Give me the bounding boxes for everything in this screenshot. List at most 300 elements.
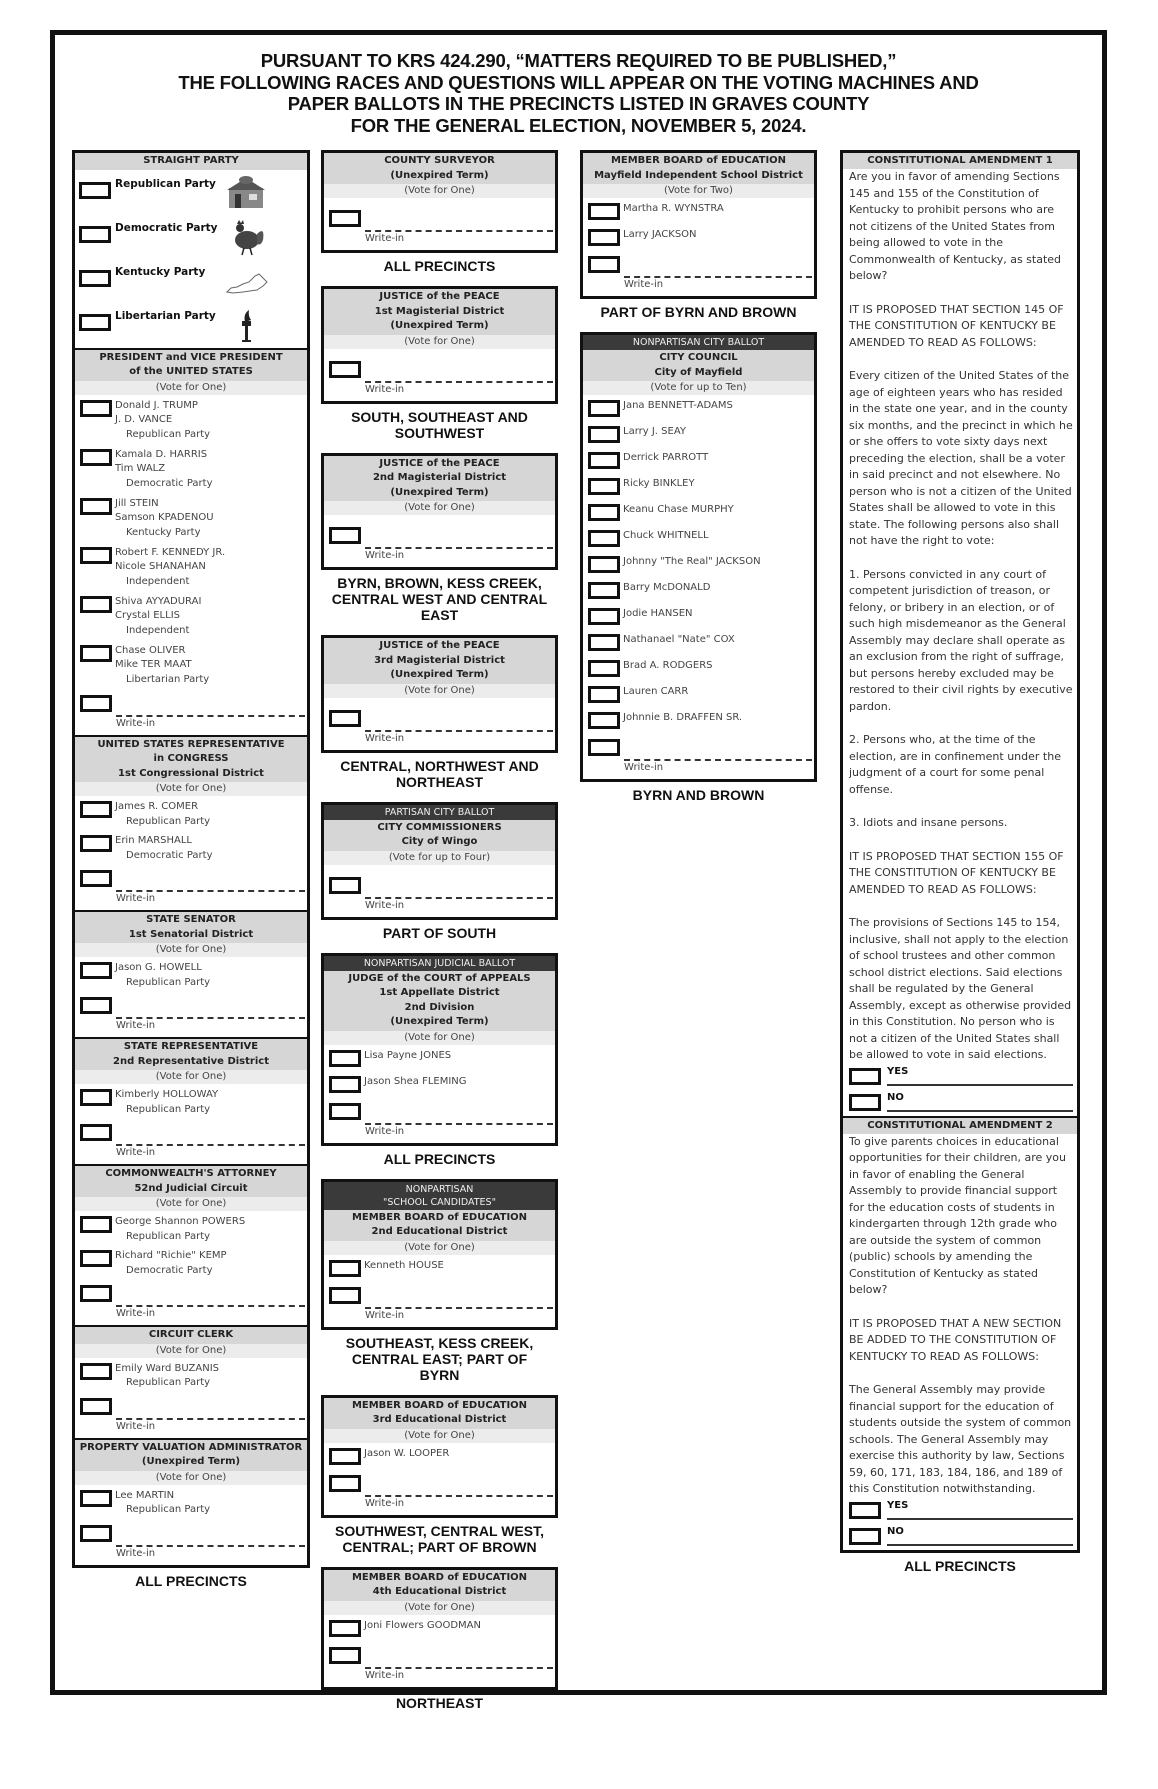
candidate-name: Keanu Chase MURPHY: [623, 504, 734, 515]
race-title-line: City of Mayfield: [654, 366, 743, 378]
candidate-option[interactable]: [78, 546, 307, 595]
party-label: Independent: [126, 575, 190, 587]
race-title-line: 2nd Representative District: [113, 1055, 269, 1067]
race-title-line: 1st Senatorial District: [128, 928, 254, 940]
precinct-label: ALL PRECINCTS: [383, 1150, 496, 1167]
candidate-option[interactable]: [586, 451, 814, 477]
write-in-label: Write-in: [365, 1497, 405, 1509]
vote-checkbox[interactable]: [849, 1068, 881, 1085]
race-title: [324, 971, 555, 1031]
vote-checkbox[interactable]: [80, 1285, 112, 1302]
race-title-line: (Unexpired Term): [141, 1456, 241, 1467]
vote-checkbox[interactable]: [329, 1647, 361, 1664]
candidate-option[interactable]: [586, 529, 814, 555]
city-council-race: [580, 332, 817, 782]
write-in-line[interactable]: [365, 1495, 553, 1497]
party-label: Libertarian Party: [115, 309, 216, 322]
vote-checkbox[interactable]: [588, 712, 620, 729]
race-title: [75, 1166, 307, 1197]
write-in-line[interactable]: [116, 715, 305, 717]
write-in-option[interactable]: [327, 361, 555, 399]
party-label: Independent: [126, 624, 190, 636]
vote-instruction: (Vote for One): [324, 335, 555, 349]
candidate-option[interactable]: [586, 685, 814, 711]
party-label: Republican Party: [126, 976, 211, 988]
divider: [887, 1084, 1073, 1086]
vote-instruction: (Vote for One): [324, 1601, 555, 1615]
no-option[interactable]: [849, 1524, 1073, 1550]
write-in-line[interactable]: [365, 1123, 553, 1125]
candidate-name: Brad A. RODGERS: [623, 660, 713, 671]
party-label: Kentucky Party: [126, 526, 201, 538]
race-title: [75, 1440, 307, 1471]
vote-checkbox[interactable]: [329, 1475, 361, 1492]
party-label: Democratic Party: [115, 221, 218, 234]
candidate-option[interactable]: [586, 633, 814, 659]
vote-checkbox[interactable]: [588, 634, 620, 651]
write-in-line[interactable]: [365, 547, 553, 549]
rooster-icon: [223, 218, 269, 256]
commonwealth-attorney-race: [75, 1166, 307, 1327]
write-in-label: Write-in: [116, 893, 156, 904]
candidate-option[interactable]: [586, 425, 814, 451]
candidate-option[interactable]: [586, 477, 814, 503]
candidate-name: Jana BENNETT-ADAMS: [623, 400, 733, 411]
candidate-name: Nathanael "Nate" COX: [623, 634, 735, 645]
vote-checkbox[interactable]: [80, 997, 112, 1014]
pva-race: [75, 1440, 307, 1565]
vote-checkbox[interactable]: [79, 226, 111, 243]
wingo-commissioners-race: [321, 802, 558, 920]
vote-checkbox[interactable]: [329, 1448, 361, 1465]
candidate-option[interactable]: [586, 399, 814, 425]
straight-party-kentucky[interactable]: [75, 260, 307, 304]
constitutional-amendment-1: [843, 153, 1077, 1118]
race-title: [75, 737, 307, 783]
candidate-option[interactable]: [327, 1619, 555, 1645]
race-title: [324, 456, 555, 502]
candidate-option[interactable]: [78, 399, 307, 448]
race-title: [75, 912, 307, 943]
write-in-option[interactable]: [78, 695, 307, 733]
vote-checkbox[interactable]: [588, 739, 620, 756]
candidate-name: Emily Ward BUZANIS: [115, 1362, 220, 1374]
write-in-line[interactable]: [116, 1418, 305, 1420]
column-1: [72, 150, 310, 1601]
race-title: [324, 1570, 555, 1601]
candidate-option[interactable]: [78, 644, 307, 693]
vote-instruction: (Vote for up to Ten): [583, 381, 814, 395]
vote-checkbox[interactable]: [849, 1094, 881, 1111]
write-in-option[interactable]: [78, 997, 307, 1035]
yes-label: YES: [887, 1499, 909, 1511]
vote-instruction: (Vote for One): [324, 684, 555, 698]
vote-checkbox[interactable]: [329, 210, 361, 227]
candidate-option[interactable]: [78, 448, 307, 497]
vote-instruction: (Vote for One): [75, 381, 307, 395]
race-title-line: PRESIDENT and VICE PRESIDENT: [99, 351, 283, 363]
vote-instruction: (Vote for One): [324, 1429, 555, 1443]
race-title: [324, 289, 555, 335]
write-in-label: Write-in: [365, 550, 405, 561]
write-in-option[interactable]: [327, 1103, 555, 1141]
vote-instruction: (Vote for One): [75, 782, 307, 796]
yes-option[interactable]: [849, 1064, 1073, 1090]
no-label: NO: [887, 1091, 904, 1103]
vote-checkbox[interactable]: [79, 314, 111, 331]
notice-headline: [55, 50, 1102, 136]
banner-line: "SCHOOL CANDIDATES": [383, 1196, 496, 1208]
precinct-label: SOUTHEAST, KESS CREEK, CENTRAL EAST; PART OF BYRN: [345, 1334, 534, 1383]
amendment-text: Every citizen of the United States of the age of eighteen years who has resided in the state one year, and in the county six months, and the precinct in which he or she offers to vote sixty days next preceding the election, shall be a voter in said precinct and not elsewhere. No person who is not a citizen of the United States shall be allowed to vote in this state. The following persons also shall not have the right to vote:: [849, 369, 1073, 547]
write-in-option[interactable]: [78, 1398, 307, 1436]
column-4: [840, 150, 1080, 1586]
vote-checkbox[interactable]: [588, 478, 620, 495]
vote-checkbox[interactable]: [80, 1089, 112, 1106]
headline-line-2: THE FOLLOWING RACES AND QUESTIONS WILL APPEAR ON THE VOTING MACHINES AND: [178, 71, 979, 93]
party-label: Libertarian Party: [126, 673, 210, 685]
write-in-label: Write-in: [365, 1309, 405, 1321]
race-title-line: City of Wingo: [401, 836, 478, 847]
vote-checkbox[interactable]: [588, 256, 620, 273]
headline-line-4: FOR THE GENERAL ELECTION, NOVEMBER 5, 2024.: [350, 114, 807, 136]
write-in-option[interactable]: [327, 1287, 555, 1325]
vote-checkbox[interactable]: [849, 1502, 881, 1519]
amendment-text: The General Assembly may provide financial support for the education of students outside the system of common schools. The General Assembly may exercise this authority by law, Sections 59, 60, 171, 183, 184, 186, and 189 of this Constitution notwithstanding.: [849, 1383, 1072, 1495]
vote-instruction: (Vote for One): [324, 1241, 555, 1255]
race-title-line: 2nd Magisterial District: [372, 472, 507, 483]
candidate-option[interactable]: [78, 497, 307, 546]
candidate-option[interactable]: [327, 1049, 555, 1075]
candidate-option[interactable]: [78, 1088, 307, 1122]
vote-checkbox[interactable]: [80, 596, 112, 613]
vote-checkbox[interactable]: [849, 1528, 881, 1545]
vote-checkbox[interactable]: [588, 660, 620, 677]
yes-label: YES: [887, 1065, 909, 1077]
candidate-name: James R. COMER: [115, 801, 199, 812]
race-title-line: (Unexpired Term): [390, 320, 489, 331]
write-in-line[interactable]: [365, 1307, 553, 1309]
race-title-line: 3rd Magisterial District: [374, 654, 505, 666]
amendment-item: 2. Persons who, at the time of the election, are in confinement under the judgment of a court for some penal offense.: [849, 733, 1061, 796]
race-title-line: 3rd Educational District: [372, 1414, 507, 1425]
candidate-name: Johnny "The Real" JACKSON: [623, 556, 761, 567]
vote-checkbox[interactable]: [329, 1050, 361, 1067]
straight-party-libertarian[interactable]: [75, 304, 307, 348]
candidate-option[interactable]: [327, 1259, 555, 1285]
party-label: Democratic Party: [126, 849, 213, 861]
column-2: [321, 150, 558, 1723]
vote-checkbox[interactable]: [80, 645, 112, 662]
write-in-line[interactable]: [116, 890, 305, 892]
vote-checkbox[interactable]: [329, 1287, 361, 1304]
precinct-label: PART OF SOUTH: [382, 924, 497, 941]
vote-checkbox[interactable]: [588, 426, 620, 443]
write-in-option[interactable]: [78, 1124, 307, 1162]
running-mate-name: Nicole SHANAHAN: [115, 561, 206, 572]
candidate-name: Jason W. LOOPER: [364, 1447, 450, 1459]
amendment-question: To give parents choices in educational opportunities for their children, are you in favor of enabling the General Assembly to provide financial support for the education costs of students in kindergarten through 12th grade who are outside the system of common (public) schools by amending the Constitution of Kentucky as stated below?: [849, 1134, 1066, 1296]
vote-checkbox[interactable]: [329, 1103, 361, 1120]
race-title-line: JUSTICE of the PEACE: [379, 291, 500, 302]
vote-checkbox[interactable]: [588, 556, 620, 573]
candidate-name: Jason G. HOWELL: [115, 962, 202, 973]
precinct-label: NORTHEAST: [395, 1694, 484, 1711]
candidate-option[interactable]: [78, 1489, 307, 1523]
vote-instruction: (Vote for One): [75, 1197, 307, 1211]
write-in-label: Write-in: [116, 717, 156, 729]
race-title: [324, 1398, 555, 1429]
race-title-line: 2nd Educational District: [371, 1226, 508, 1237]
candidate-option[interactable]: [586, 555, 814, 581]
amendment-question: Are you in favor of amending Sections 145 and 155 of the Constitution of Kentucky to prohibit persons who are not citizens of the United States from being allowed to vote in the Commonwealth of Kentucky, as stated below?: [849, 170, 1062, 282]
vote-checkbox[interactable]: [80, 801, 112, 818]
divider: [887, 1544, 1073, 1546]
amendment-text: The provisions of Sections 145 to 154, inclusive, shall not apply to the election of school trustees and other common school district elections. Said elections shall be regulated by the General Assembly, except as otherwise provided in this Constitution. No person who is not a citizen of the United States shall be allowed to vote in said elections.: [849, 916, 1072, 1061]
write-in-label: Write-in: [365, 233, 405, 244]
vote-checkbox[interactable]: [329, 877, 361, 894]
candidate-option[interactable]: [586, 711, 814, 737]
vote-checkbox[interactable]: [329, 1260, 361, 1277]
write-in-option[interactable]: [327, 527, 555, 565]
write-in-label: Write-in: [624, 762, 664, 773]
candidate-name: Jill STEIN: [115, 497, 159, 509]
amendment-item: 1. Persons convicted in any court of competent jurisdiction of treason, or felony, or bribery in an election, or of such high misdemeanor as the General Assembly may declare shall operate as an exclusion from the right of suffrage, but persons hereby excluded may be restored to their civil rights by executive pardon.: [849, 567, 1073, 713]
vote-checkbox[interactable]: [80, 1250, 112, 1267]
county-surveyor-race: [321, 150, 558, 253]
running-mate-name: J. D. VANCE: [115, 414, 173, 425]
write-in-line[interactable]: [116, 1545, 305, 1547]
yes-option[interactable]: [849, 1498, 1073, 1524]
candidate-option[interactable]: [586, 202, 814, 228]
banner-line: NONPARTISAN: [405, 1183, 474, 1195]
vote-checkbox[interactable]: [588, 400, 620, 417]
justice-peace-1-race: [321, 286, 558, 404]
vote-checkbox[interactable]: [80, 962, 112, 979]
vote-checkbox[interactable]: [329, 1620, 361, 1637]
ballot-banner: PARTISAN CITY BALLOT: [324, 805, 555, 820]
headline-line-1: PURSUANT TO KRS 424.290, “MATTERS REQUIRED TO BE PUBLISHED,”: [260, 50, 897, 71]
candidate-name: Erin MARSHALL: [115, 835, 192, 846]
write-in-line[interactable]: [365, 230, 553, 232]
candidate-option[interactable]: [78, 1249, 307, 1283]
column-3: [580, 150, 817, 815]
candidate-name: Jason Shea FLEMING: [364, 1075, 467, 1087]
candidate-option[interactable]: [78, 834, 307, 868]
write-in-line[interactable]: [116, 1144, 305, 1146]
straight-party-republican[interactable]: [75, 172, 307, 216]
write-in-line[interactable]: [116, 1305, 305, 1307]
write-in-label: Write-in: [116, 1308, 156, 1319]
precinct-label: ALL PRECINCTS: [383, 258, 496, 274]
candidate-name: Shiva AYYADURAI: [115, 595, 202, 607]
candidate-name: Lisa Payne JONES: [364, 1049, 452, 1061]
candidate-name: Larry J. SEAY: [623, 426, 686, 437]
write-in-option[interactable]: [327, 1475, 555, 1513]
write-in-line[interactable]: [365, 730, 553, 732]
vote-checkbox[interactable]: [588, 504, 620, 521]
write-in-option[interactable]: [78, 870, 307, 908]
vote-checkbox[interactable]: [588, 229, 620, 246]
no-label: NO: [887, 1525, 904, 1537]
precinct-label: PART OF BYRN AND BROWN: [600, 304, 797, 320]
vote-checkbox[interactable]: [588, 452, 620, 469]
race-title-line: in CONGRESS: [153, 753, 229, 764]
justice-peace-3-race: [321, 635, 558, 753]
race-title: STRAIGHT PARTY: [75, 153, 307, 170]
precinct-label: BYRN AND BROWN: [632, 787, 765, 803]
race-title: [324, 153, 555, 184]
vote-checkbox[interactable]: [80, 1216, 112, 1233]
race-title-line: 4th Educational District: [372, 1586, 507, 1597]
candidate-option[interactable]: [78, 1362, 307, 1396]
running-mate-name: Tim WALZ: [115, 463, 166, 474]
race-title: [583, 350, 814, 381]
race-title-line: JUSTICE of the PEACE: [379, 457, 500, 469]
race-title-line: COMMONWEALTH'S ATTORNEY: [105, 1168, 277, 1179]
party-label: Republican Party: [126, 1230, 211, 1242]
candidate-option[interactable]: [586, 503, 814, 529]
straight-party-democratic[interactable]: [75, 216, 307, 260]
vote-checkbox[interactable]: [80, 547, 112, 564]
vote-checkbox[interactable]: [80, 1398, 112, 1415]
write-in-option[interactable]: [327, 877, 555, 915]
race-title: [324, 820, 555, 851]
board-education-4-race: [321, 1567, 558, 1690]
vote-checkbox[interactable]: [80, 1363, 112, 1380]
write-in-label: Write-in: [116, 1020, 156, 1031]
vote-checkbox[interactable]: [329, 527, 361, 544]
vote-checkbox[interactable]: [80, 1124, 112, 1141]
race-title-line: MEMBER BOARD of EDUCATION: [351, 1211, 528, 1223]
vote-instruction: (Vote for One): [75, 1344, 307, 1358]
candidate-option[interactable]: [586, 581, 814, 607]
vote-checkbox[interactable]: [80, 498, 112, 515]
candidate-name: Kamala D. HARRIS: [115, 448, 208, 460]
vote-checkbox[interactable]: [80, 400, 112, 417]
vote-checkbox[interactable]: [588, 582, 620, 599]
race-title-line: MEMBER BOARD of EDUCATION: [351, 1399, 528, 1411]
candidate-option[interactable]: [586, 659, 814, 685]
write-in-line[interactable]: [365, 381, 553, 383]
precinct-label: BYRN, BROWN, KESS CREEK, CENTRAL WEST AND CENTRAL EAST: [331, 575, 548, 623]
kentucky-outline-icon: [223, 262, 269, 300]
divider: [887, 1518, 1073, 1520]
race-title-line: 52nd Judicial Circuit: [134, 1182, 248, 1194]
vote-checkbox[interactable]: [80, 835, 112, 852]
no-option[interactable]: [849, 1090, 1073, 1116]
write-in-option[interactable]: [586, 739, 814, 777]
torch-icon: [223, 306, 269, 344]
race-title-line: COUNTY SURVEYOR: [384, 155, 495, 166]
straight-party-race: [75, 153, 307, 350]
vote-instruction: (Vote for One): [324, 501, 555, 515]
write-in-option[interactable]: [78, 1525, 307, 1563]
race-title-line: MEMBER BOARD of EDUCATION: [610, 155, 787, 166]
write-in-line[interactable]: [116, 1017, 305, 1019]
candidate-option[interactable]: [327, 1447, 555, 1473]
running-mate-name: Samson KPADENOU: [115, 512, 214, 523]
candidate-name: Lee MARTIN: [115, 1489, 175, 1501]
race-title: [75, 1039, 307, 1070]
court-of-appeals-race: [321, 953, 558, 1146]
vote-checkbox[interactable]: [588, 686, 620, 703]
vote-instruction: (Vote for One): [75, 943, 307, 957]
candidate-name: Kimberly HOLLOWAY: [115, 1089, 219, 1100]
vote-checkbox[interactable]: [80, 870, 112, 887]
vote-checkbox[interactable]: [329, 1076, 361, 1093]
race-title: [324, 638, 555, 684]
write-in-line[interactable]: [365, 897, 553, 899]
write-in-option[interactable]: [586, 256, 814, 294]
vote-instruction: (Vote for One): [324, 184, 555, 198]
candidate-option[interactable]: [586, 607, 814, 633]
race-title-line: 1st Magisterial District: [374, 305, 505, 317]
vote-checkbox[interactable]: [80, 1525, 112, 1542]
vote-checkbox[interactable]: [79, 270, 111, 287]
vote-instruction: (Vote for One): [324, 1031, 555, 1045]
candidate-name: Jodie HANSEN: [623, 608, 693, 619]
write-in-option[interactable]: [78, 1285, 307, 1323]
vote-checkbox[interactable]: [329, 361, 361, 378]
justice-peace-2-race: [321, 453, 558, 571]
candidate-option[interactable]: [78, 595, 307, 644]
vote-checkbox[interactable]: [329, 710, 361, 727]
amendment-proposal: IT IS PROPOSED THAT A NEW SECTION BE ADDED TO THE CONSTITUTION OF KENTUCKY TO READ AS FOLLOWS:: [849, 1316, 1062, 1363]
race-title-line: STATE SENATOR: [146, 914, 236, 925]
write-in-label: Write-in: [365, 383, 405, 395]
write-in-option[interactable]: [327, 710, 555, 748]
circuit-clerk-race: [75, 1327, 307, 1440]
write-in-option[interactable]: [327, 1647, 555, 1685]
candidate-name: Larry JACKSON: [623, 229, 697, 240]
amendment-title: CONSTITUTIONAL AMENDMENT 1: [843, 153, 1077, 169]
board-education-3-race: [321, 1395, 558, 1518]
candidate-name: Derrick PARROTT: [623, 452, 709, 463]
race-title: [324, 1210, 555, 1241]
vote-checkbox[interactable]: [80, 1490, 112, 1507]
write-in-line[interactable]: [624, 276, 812, 278]
vote-checkbox[interactable]: [588, 203, 620, 220]
candidate-option[interactable]: [327, 1075, 555, 1101]
candidate-name: Martha R. WYNSTRA: [623, 203, 724, 214]
candidate-name: Donald J. TRUMP: [115, 399, 198, 411]
party-label: Democratic Party: [126, 1264, 213, 1276]
candidate-option[interactable]: [586, 228, 814, 254]
candidate-name: Robert F. KENNEDY JR.: [115, 546, 226, 558]
candidate-option[interactable]: [78, 961, 307, 995]
write-in-line[interactable]: [365, 1667, 553, 1669]
vote-checkbox[interactable]: [79, 182, 111, 199]
partisan-races-box: [72, 150, 310, 1568]
write-in-option[interactable]: [327, 210, 555, 248]
ballot-banner: [324, 1182, 555, 1210]
write-in-label: Write-in: [365, 1669, 405, 1681]
write-in-label: Write-in: [624, 279, 664, 290]
precinct-label: ALL PRECINCTS: [904, 1557, 1016, 1574]
candidate-option[interactable]: [78, 800, 307, 834]
race-title-line: 1st Appellate District: [379, 987, 500, 998]
write-in-line[interactable]: [624, 759, 812, 761]
vote-checkbox[interactable]: [80, 449, 112, 466]
ballot-notice-frame: [50, 30, 1107, 1711]
candidate-option[interactable]: [78, 1215, 307, 1249]
race-title: CIRCUIT CLERK: [75, 1327, 307, 1344]
party-label: Republican Party: [126, 1103, 211, 1115]
vote-checkbox[interactable]: [588, 530, 620, 547]
vote-checkbox[interactable]: [80, 695, 112, 712]
vote-checkbox[interactable]: [588, 608, 620, 625]
